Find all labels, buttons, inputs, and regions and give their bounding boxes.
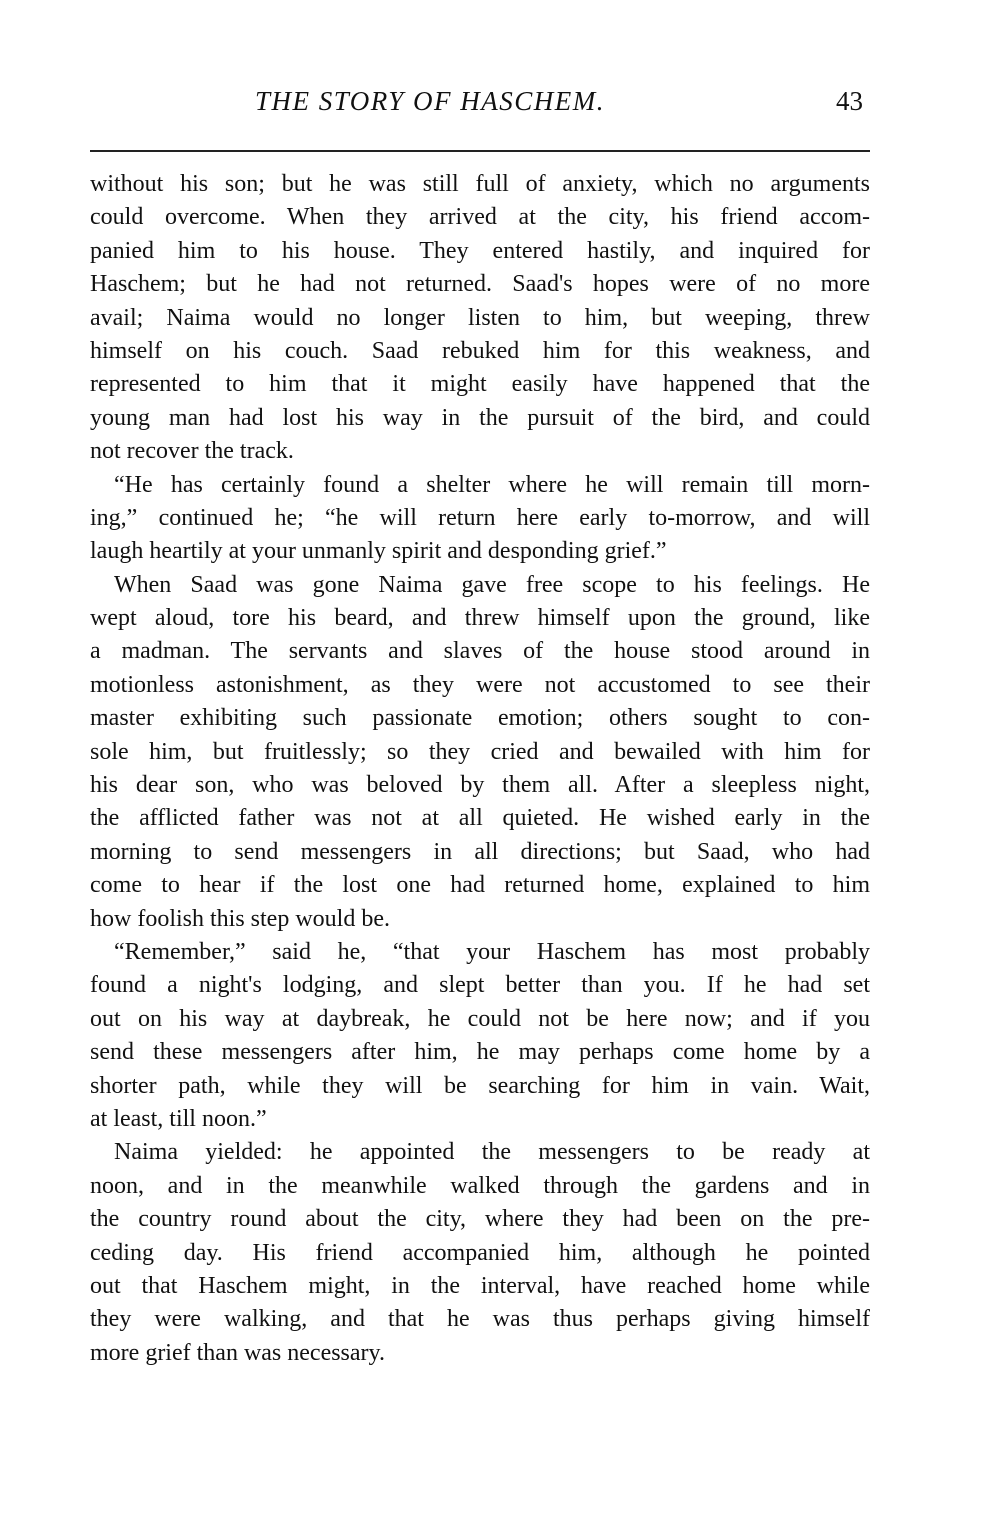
text-line: send these messengers after him, he may perhaps come home by a [90,1039,870,1066]
text-line: they were walking, and that he was thus perhaps giving himself [90,1306,870,1333]
text-line: his dear son, who was beloved by them all. After a sleepless night, [90,772,870,799]
text-line: come to hear if the lost one had returned home, explained to him [90,872,870,899]
text-line: young man had lost his way in the pursuit of the bird, and could [90,404,870,431]
running-title: THE STORY OF HASCHEM. [255,86,606,116]
text-line: motionless astonishment, as they were not accustomed to see their [90,671,870,698]
text-line: out on his way at daybreak, he could not be here now; and if you [90,1005,870,1032]
text-line: found a night's lodging, and slept better than you. If he had set [90,972,870,999]
text-line: out that Haschem might, in the interval, have reached home while [90,1272,870,1299]
running-head [0,86,1000,126]
text-line: at least, till noon.” [90,1105,267,1132]
text-line: Naima yielded: he appointed the messengers to be ready at [114,1139,870,1166]
text-line: the country round about the city, where they had been on the pre- [90,1206,870,1233]
text-line: how foolish this step would be. [90,905,390,932]
text-line: represented to him that it might easily have happened that the [90,371,870,398]
text-line: could overcome. When they arrived at the city, his friend accom- [90,204,870,231]
text-line: sole him, but fruitlessly; so they cried and bewailed with him for [90,738,870,765]
text-line: morning to send messengers in all directions; but Saad, who had [90,838,870,865]
text-line: without his son; but he was still full of anxiety, which no arguments [90,171,870,197]
text-line: noon, and in the meanwhile walked through the gardens and in [90,1172,870,1199]
header-rule [90,150,870,152]
page-body [90,168,870,1370]
text-line: “He has certainly found a shelter where he will remain till morn- [114,471,870,498]
text-line: “Remember,” said he, “that your Haschem has most probably [114,938,870,965]
text-line: Haschem; but he had not returned. Saad's hopes were of no more [90,271,870,298]
text-line: himself on his couch. Saad rebuked him for this weakness, and [90,337,870,364]
text-line: wept aloud, tore his beard, and threw himself upon the ground, like [90,605,870,632]
text-line: a madman. The servants and slaves of the house stood around in [90,638,870,665]
text-line: ceding day. His friend accompanied him, although he pointed [90,1239,870,1266]
page-number: 43 [836,86,863,116]
text-line: panied him to his house. They entered hastily, and inquired for [90,237,870,264]
text-line: the afflicted father was not at all quieted. He wished early in the [90,805,870,832]
text-line: more grief than was necessary. [90,1339,385,1366]
text-line: shorter path, while they will be searching for him in vain. Wait, [90,1072,870,1099]
text-line: not recover the track. [90,438,294,465]
text-line: master exhibiting such passionate emotion; others sought to con- [90,705,870,732]
text-line: When Saad was gone Naima gave free scope to his feelings. He [114,571,870,598]
text-line: ing,” continued he; “he will return here early to-morrow, and will [90,504,870,531]
text-line: laugh heartily at your unmanly spirit and desponding grief.” [90,538,667,565]
text-line: avail; Naima would no longer listen to him, but weeping, threw [90,304,870,331]
